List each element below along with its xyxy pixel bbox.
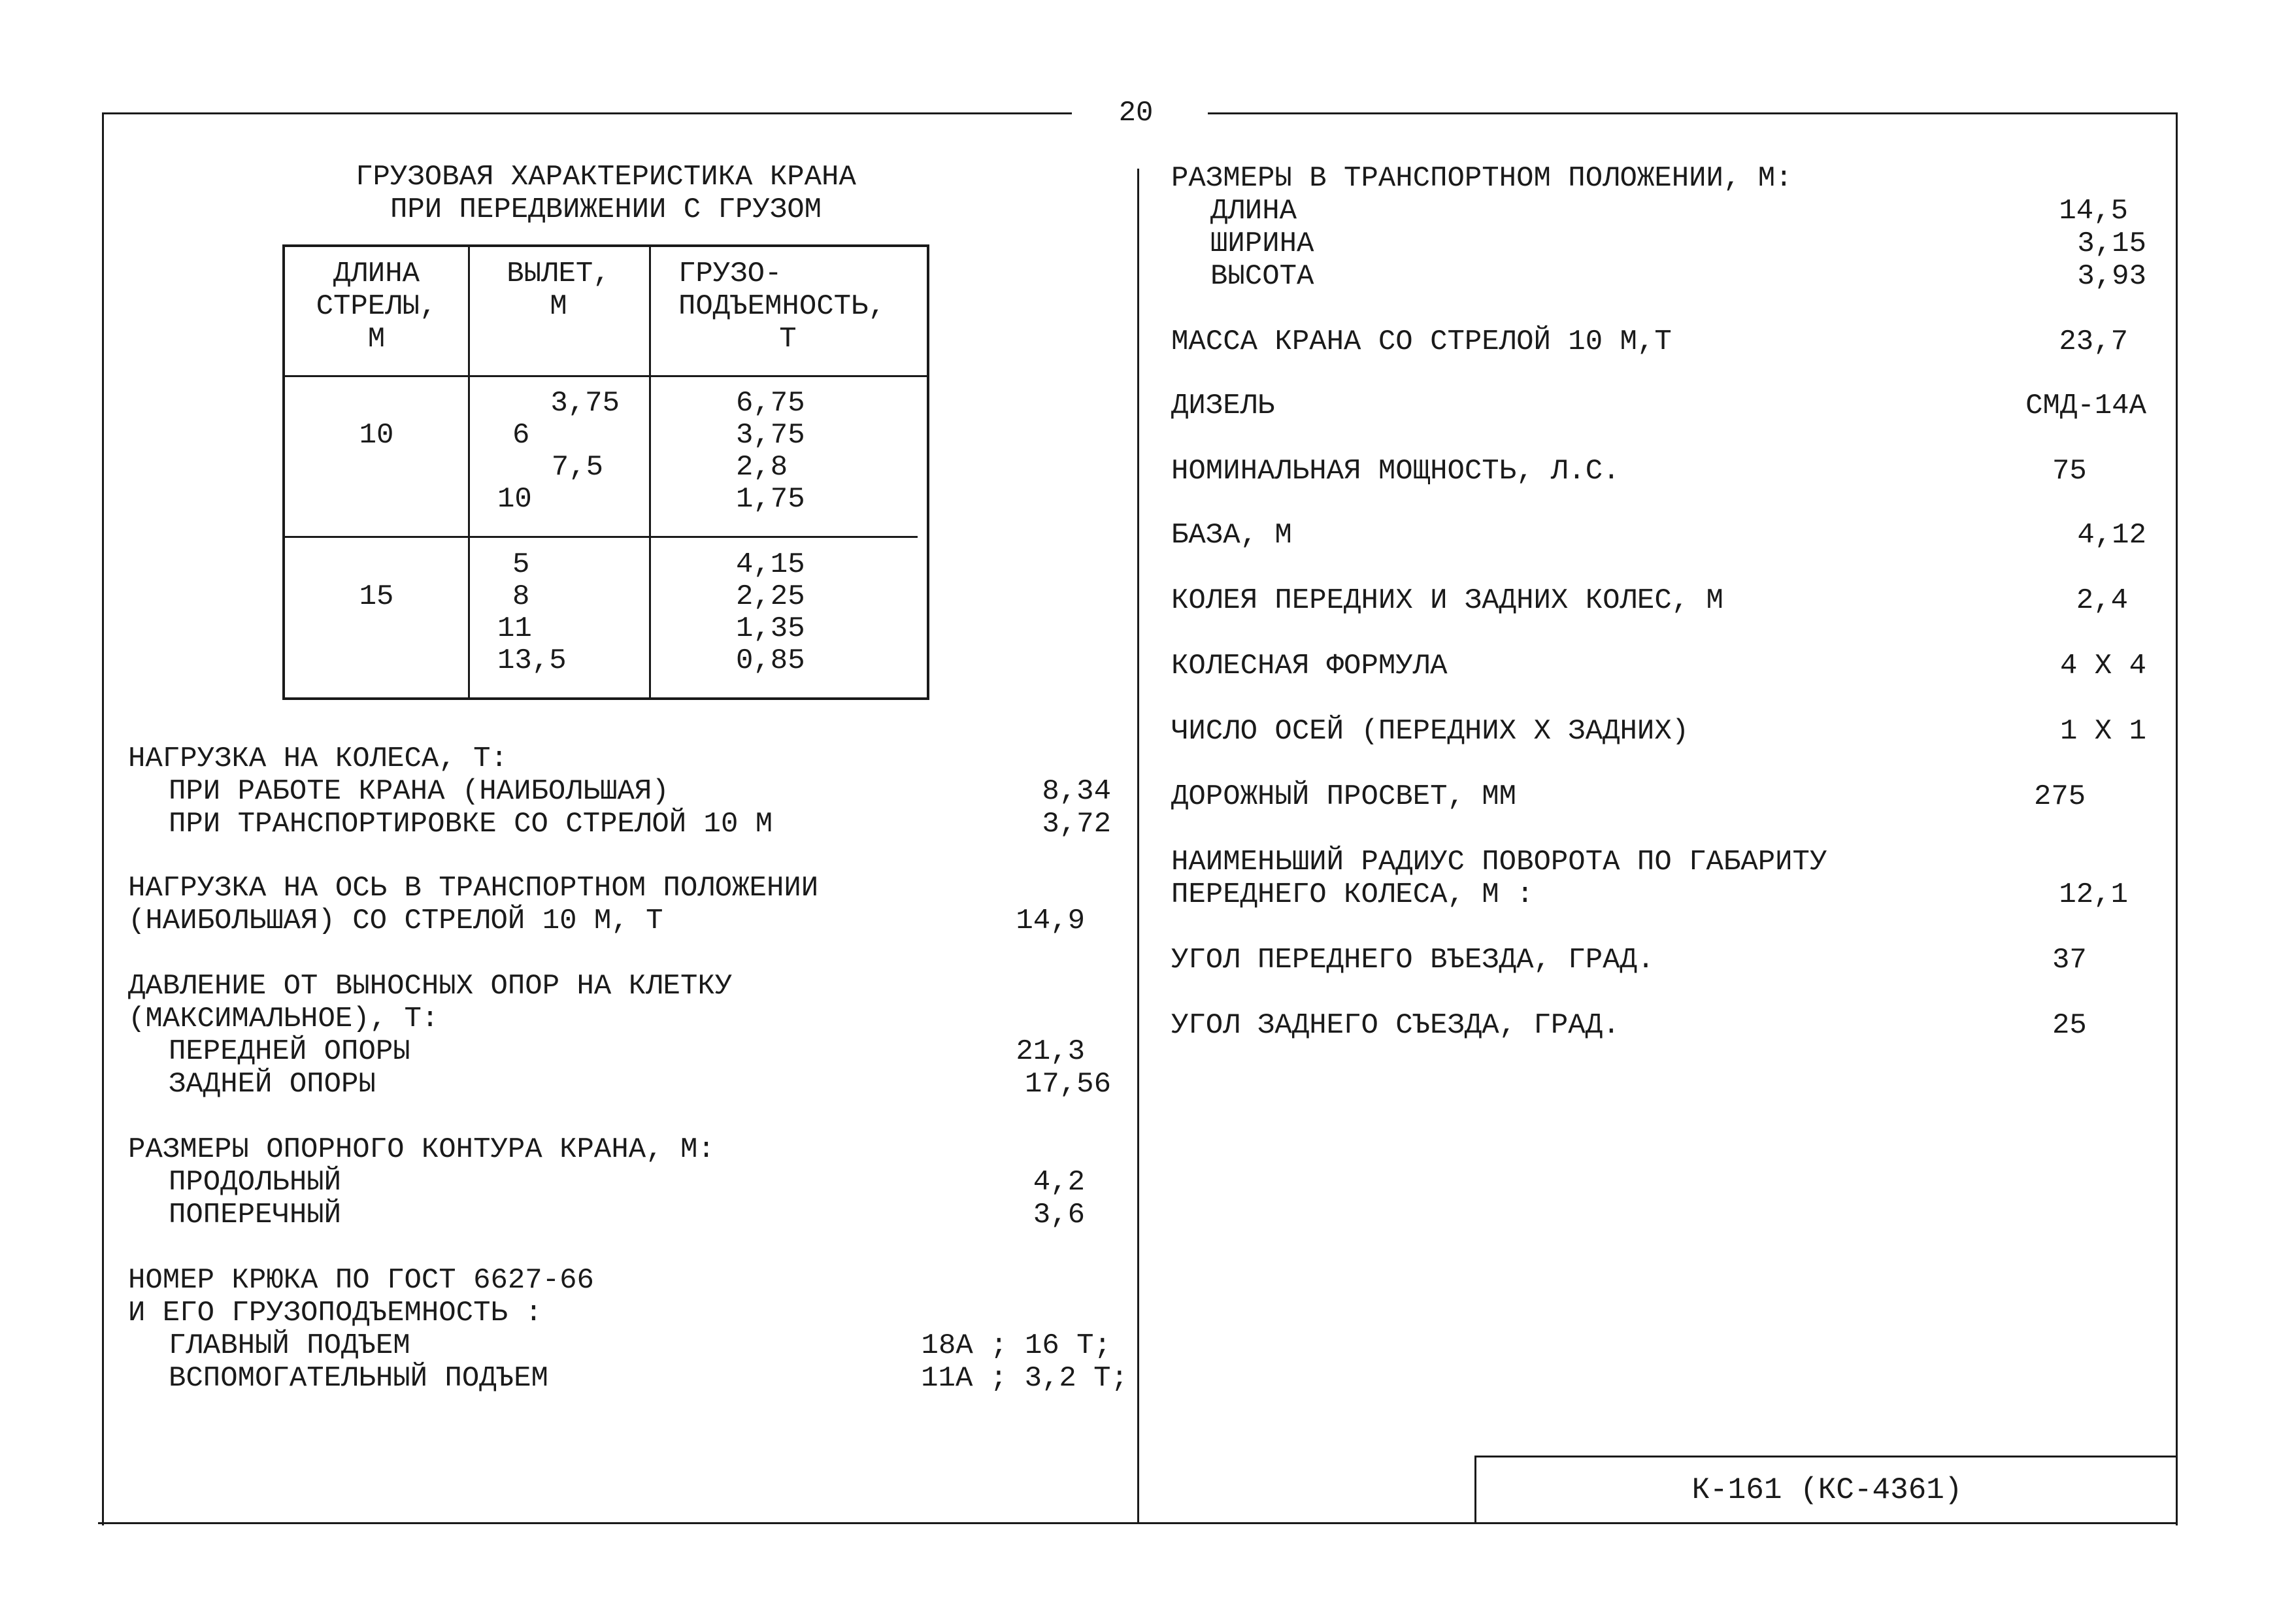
header-capacity-line-2: ПОДЪЕМНОСТЬ, — [678, 290, 886, 323]
frame-left — [102, 112, 104, 1525]
hook-aux-value: 11А ; 3,2 Т; — [921, 1362, 1128, 1395]
axles-label: ЧИСЛО ОСЕЙ (ПЕРЕДНИХ Х ЗАДНИХ) — [1171, 715, 1689, 748]
axle-load-line-1: НАГРУЗКА НА ОСЬ В ТРАНСПОРТНОМ ПОЛОЖЕНИИ — [128, 872, 819, 905]
table-title-line-2: ПРИ ПЕРЕДВИЖЕНИИ С ГРУЗОМ — [390, 193, 822, 226]
column-divider — [1137, 169, 1139, 1524]
transport-length-label: ДЛИНА — [1210, 195, 1297, 227]
table-cell-boom-15: 15 — [359, 580, 394, 613]
outrigger-value-front: 21,3 — [1016, 1035, 1085, 1068]
clearance-label: ДОРОЖНЫЙ ПРОСВЕТ, ММ — [1171, 780, 1517, 813]
wheel-load-value-1: 8,34 — [1042, 775, 1111, 808]
wheel-load-title: НАГРУЗКА НА КОЛЕСА, Т: — [128, 742, 508, 775]
outrigger-label-rear: ЗАДНЕЙ ОПОРЫ — [169, 1068, 376, 1101]
header-boom-line-3: М — [367, 323, 386, 356]
mass-value: 23,7 — [2059, 325, 2128, 358]
turn-radius-line-1: НАИМЕНЬШИЙ РАДИУС ПОВОРОТА ПО ГАБАРИТУ — [1171, 846, 1827, 878]
outrigger-label-front: ПЕРЕДНЕЙ ОПОРЫ — [169, 1035, 410, 1068]
turn-radius-line-2: ПЕРЕДНЕГО КОЛЕСА, М : — [1171, 878, 1534, 911]
axle-load-value: 14,9 — [1016, 905, 1085, 937]
transport-height-label: ВЫСОТА — [1210, 260, 1314, 293]
table-cell: 6,75 — [736, 387, 805, 420]
clearance-value: 275 — [2034, 780, 2086, 813]
table-cell: 5 — [512, 548, 530, 581]
hook-line-2: И ЕГО ГРУЗОПОДЪЕМНОСТЬ : — [128, 1297, 542, 1329]
table-cell: 3,75 — [550, 387, 620, 420]
table-cell: 4,15 — [736, 548, 805, 581]
table-cell-boom-10: 10 — [359, 419, 394, 452]
table-header-divider — [285, 375, 927, 377]
axle-load-line-2: (НАИБОЛЬШАЯ) СО СТРЕЛОЙ 10 М, Т — [128, 905, 663, 937]
hook-line-1: НОМЕР КРЮКА ПО ГОСТ 6627-66 — [128, 1264, 594, 1297]
power-label: НОМИНАЛЬНАЯ МОЩНОСТЬ, Л.С. — [1171, 455, 1620, 488]
page-number: 20 — [1118, 97, 1154, 129]
departure-angle-label: УГОЛ ЗАДНЕГО СЪЕЗДА, ГРАД. — [1171, 1009, 1620, 1042]
support-contour-value-1: 4,2 — [1033, 1166, 1085, 1199]
title-block — [1474, 1456, 2178, 1524]
hook-main-label: ГЛАВНЫЙ ПОДЪЕМ — [169, 1329, 410, 1362]
hook-main-value: 18А ; 16 Т; — [921, 1329, 1111, 1362]
header-boom-line-2: СТРЕЛЫ, — [316, 290, 437, 323]
table-cell: 2,8 — [736, 451, 788, 484]
mass-label: МАССА КРАНА СО СТРЕЛОЙ 10 М,Т — [1171, 325, 1672, 358]
table-cell: 13,5 — [497, 644, 567, 677]
wheel-formula-value: 4 Х 4 — [2059, 650, 2146, 682]
base-value: 4,12 — [2077, 519, 2146, 552]
support-contour-label-1: ПРОДОЛЬНЫЙ — [169, 1166, 342, 1199]
table-cell: 1,75 — [736, 483, 805, 516]
frame-top-right — [1208, 112, 2178, 114]
frame-right — [2176, 112, 2178, 1525]
approach-angle-value: 37 — [2052, 944, 2087, 976]
transport-title: РАЗМЕРЫ В ТРАНСПОРТНОМ ПОЛОЖЕНИИ, М: — [1171, 162, 1793, 195]
title-block-text: К-161 (КС-4361) — [1691, 1473, 1963, 1507]
outrigger-value-rear: 17,56 — [1024, 1068, 1111, 1101]
header-reach-line-2: М — [550, 290, 567, 323]
support-contour-label-2: ПОПЕРЕЧНЫЙ — [169, 1199, 342, 1231]
support-contour-value-2: 3,6 — [1033, 1199, 1085, 1231]
table-col-divider-2 — [649, 247, 651, 697]
table-cell: 2,25 — [736, 580, 805, 613]
power-value: 75 — [2052, 455, 2087, 488]
load-chart-table — [282, 244, 929, 700]
table-cell: 3,75 — [736, 419, 805, 452]
hook-aux-label: ВСПОМОГАТЕЛЬНЫЙ ПОДЪЕМ — [169, 1362, 548, 1395]
table-cell: 10 — [497, 483, 532, 516]
header-capacity-line-3: Т — [779, 323, 797, 356]
track-label: КОЛЕЯ ПЕРЕДНИХ И ЗАДНИХ КОЛЕС, М — [1171, 584, 1723, 617]
table-cell: 8 — [512, 580, 530, 613]
table-group-divider — [285, 536, 918, 538]
table-cell: 1,35 — [736, 612, 805, 645]
axles-value: 1 Х 1 — [2059, 715, 2146, 748]
wheel-formula-label: КОЛЕСНАЯ ФОРМУЛА — [1171, 650, 1448, 682]
header-boom-line-1: ДЛИНА — [333, 258, 420, 290]
wheel-load-label-2: ПРИ ТРАНСПОРТИРОВКЕ СО СТРЕЛОЙ 10 М — [169, 808, 773, 841]
table-title-line-1: ГРУЗОВАЯ ХАРАКТЕРИСТИКА КРАНА — [356, 161, 856, 193]
wheel-load-value-2: 3,72 — [1042, 808, 1111, 841]
table-cell: 6 — [512, 419, 530, 452]
table-cell: 7,5 — [551, 451, 603, 484]
table-cell: 11 — [497, 612, 532, 645]
table-cell: 0,85 — [736, 644, 805, 677]
header-reach-line-1: ВЫЛЕТ, — [507, 258, 610, 290]
wheel-load-label-1: ПРИ РАБОТЕ КРАНА (НАИБОЛЬШАЯ) — [169, 775, 669, 808]
track-value: 2,4 — [2076, 584, 2128, 617]
transport-height-value: 3,93 — [2077, 260, 2146, 293]
diesel-label: ДИЗЕЛЬ — [1171, 390, 1275, 422]
base-label: БАЗА, М — [1171, 519, 1292, 552]
transport-width-value: 3,15 — [2077, 227, 2146, 260]
departure-angle-value: 25 — [2052, 1009, 2087, 1042]
outrigger-line-2: (МАКСИМАЛЬНОЕ), Т: — [128, 1003, 439, 1035]
approach-angle-label: УГОЛ ПЕРЕДНЕГО ВЪЕЗДА, ГРАД. — [1171, 944, 1655, 976]
frame-top-left — [102, 112, 1072, 114]
support-contour-title: РАЗМЕРЫ ОПОРНОГО КОНТУРА КРАНА, М: — [128, 1133, 715, 1166]
transport-width-label: ШИРИНА — [1210, 227, 1314, 260]
transport-length-value: 14,5 — [2059, 195, 2128, 227]
outrigger-line-1: ДАВЛЕНИЕ ОТ ВЫНОСНЫХ ОПОР НА КЛЕТКУ — [128, 970, 733, 1003]
diesel-value: СМД-14А — [2025, 390, 2146, 422]
header-capacity-line-1: ГРУЗО- — [678, 258, 782, 290]
turn-radius-value: 12,1 — [2059, 878, 2128, 911]
